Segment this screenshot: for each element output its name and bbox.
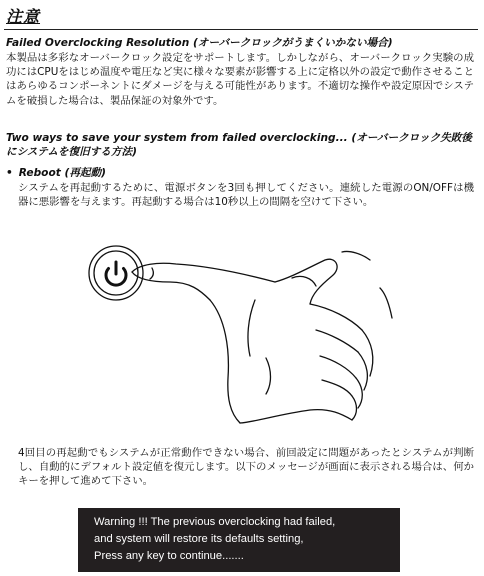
reboot-instructions: システムを再起動するために、電源ボタンを3回も押してください。連続した電源のON/OFFは機器に悪影響を与えます。再起動する場合は10秒以上の間隔を空けて下さい。 [18,182,474,209]
warning-line-2: and system will restore its defaults setting, [94,533,304,545]
warning-line-1: Warning !!! The previous overclocking had failed, [94,516,336,528]
power-button-illustration [80,238,400,442]
bullet-marker: • [6,167,13,179]
page-heading: 注意 [6,7,41,26]
overclocking-note-paragraph: 本製品は多彩なオーバークロック設定をサポートします。しかしながら、オーバークロック実験の成功にはCPUをはじめ温度や電圧など実に様々な要素が影響する上に定格以外の設定で動作させることはあらゆるコンポーネントにダメージを与える可能性があります。不適切な操作や設定原因でシステムを破損した場合は、製品保証の対象外です。 [6,52,474,107]
heading-divider [4,29,478,30]
reboot-bullet [6,165,106,180]
reboot-label: Reboot (再起動) [18,167,106,179]
hand-pressing-button [132,251,392,423]
restore-defaults-explanation: 4回目の再起動でもシステムが正常動作できない場合、前回設定に問題があったとシステムが判断し、自動的にデフォルト設定値を復元します。以下のメッセージが画面に表示される場合は、何かキーを押して進めて下さい。 [18,447,474,488]
section-title-recovery-methods: Two ways to save your system from failed overclocking... (オーバークロック失敗後にシステムを復旧する方法) [6,132,472,158]
warning-line-3: Press any key to continue....... [94,550,244,562]
warning-message-box [78,508,400,572]
section-title-failed-overclocking: Failed Overclocking Resolution (オーバークロックがうまくいかない場合) [6,37,393,49]
